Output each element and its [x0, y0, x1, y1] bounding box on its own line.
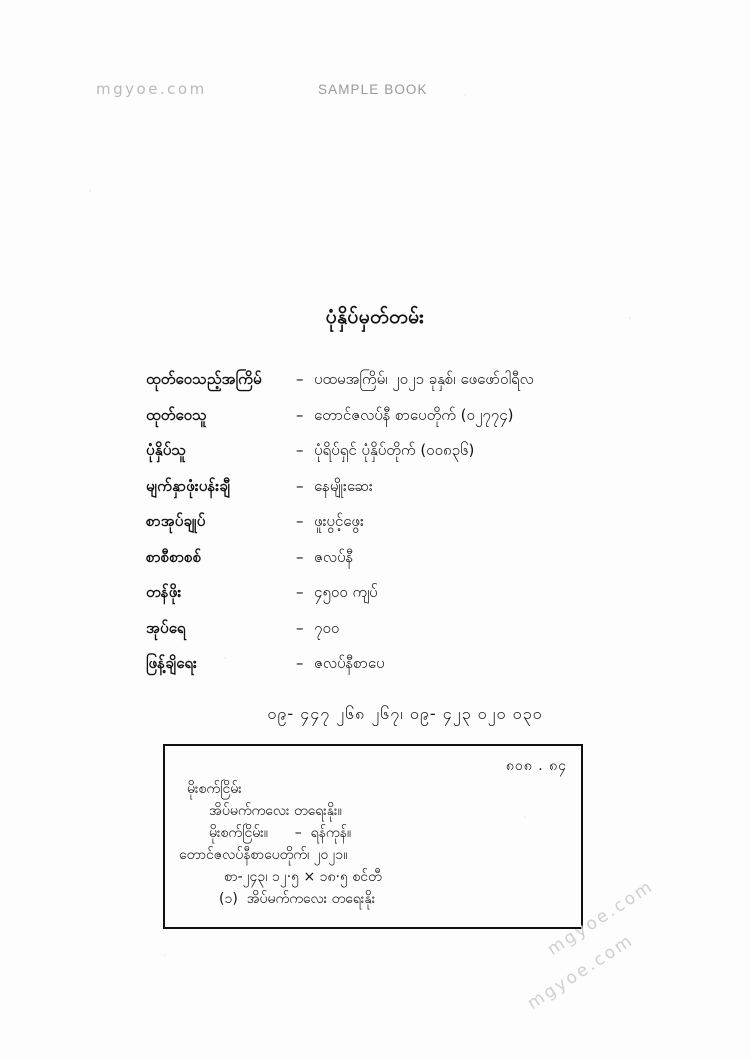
imprint-dash: – — [296, 441, 304, 459]
sample-book-label: SAMPLE BOOK — [318, 82, 428, 97]
cip-line: အိပ်မက်ကလေး တရေးနိုး။ — [209, 803, 342, 819]
imprint-label: ထုတ်ဝေသည့်အကြိမ် — [146, 370, 262, 388]
imprint-label: အုပ်ရေ — [146, 618, 186, 637]
imprint-row — [146, 406, 616, 428]
watermark-corner-line-2: mgyoe.com — [524, 930, 638, 1014]
imprint-value: ပုံရိပ်ရှင် ပုံနှိပ်တိုက် (၀၀၈၃၆) — [314, 441, 475, 459]
imprint-row — [146, 583, 616, 605]
cip-classification-code: ၈၀၈ . ၈၄ — [505, 758, 567, 774]
imprint-row — [146, 654, 616, 676]
cip-line: စာ-၂၄၃၊ ၁၂·၅ × ၁၈·၅ စင်တီ — [224, 869, 382, 885]
imprint-label: ထုတ်ဝေသူ — [146, 405, 207, 424]
imprint-dash: – — [296, 618, 304, 637]
watermark-corner-line-1: mgyoe.com — [544, 876, 658, 960]
imprint-label: ပုံနှိပ်သူ — [146, 441, 187, 459]
imprint-value: ဇလပ်နီ — [314, 547, 354, 566]
imprint-dash: – — [296, 583, 304, 601]
imprint-dash: – — [296, 654, 304, 672]
imprint-value: ပထမအကြိမ်၊ ၂၀၂၁ ခုနှစ်၊ ဖေဖော်ဝါရီလ — [314, 370, 534, 388]
imprint-value: ၇၀၀ — [314, 618, 340, 637]
cip-lines — [165, 778, 581, 910]
imprint-dash: – — [296, 370, 304, 388]
cip-line: တောင်ဇလပ်နီစာပေတိုက်၊ ၂၀၂၁။ — [179, 847, 348, 863]
imprint-label: မျက်နှာဖုံးပန်းချီ — [146, 476, 231, 495]
imprint-value: ဖူးပွင့်ဖွေး — [314, 512, 364, 530]
imprint-value: နေမျိုးဆေး — [314, 476, 373, 495]
imprint-row — [146, 619, 616, 641]
imprint-dash: – — [296, 405, 304, 424]
imprint-row — [146, 512, 616, 534]
imprint-label: စာစီစာစစ် — [146, 547, 202, 566]
imprint-row — [146, 370, 616, 392]
cip-box — [163, 744, 583, 929]
contact-phone: ၀၉- ၄၄၇ ၂၆၈ ၂၆၇၊ ၀၉- ၄၂၃ ၀၂၀ ၀၃၀ — [267, 704, 543, 723]
watermark-left: mgyoe.com — [96, 80, 207, 98]
imprint-label: ဖြန့်ချိရေး — [146, 654, 198, 672]
imprint-dash: – — [296, 476, 304, 495]
imprint-label: တန်ဖိုး — [146, 583, 182, 601]
imprint-list — [146, 370, 616, 690]
cip-line: မိုးစက်ငြိမ်း — [187, 781, 242, 797]
imprint-row — [146, 441, 616, 463]
imprint-row — [146, 477, 616, 499]
imprint-value: ၄၅၀၀ ကျပ် — [314, 583, 378, 601]
imprint-value: တောင်ဇလပ်နီ စာပေတိုက် (၀၂၇၇၄) — [314, 405, 514, 424]
cip-line: မိုးစက်ငြိမ်း။ – ရန်ကုန်။ — [209, 825, 352, 841]
cip-line: (၁) အိပ်မက်ကလေး တရေးနိုး — [219, 891, 376, 907]
imprint-dash: – — [296, 547, 304, 566]
imprint-value: ဇလပ်နီစာပေ — [314, 654, 385, 672]
imprint-dash: – — [296, 512, 304, 530]
imprint-label: စာအုပ်ချုပ် — [146, 512, 206, 530]
page-title: ပုံနှိပ်မှတ်တမ်း — [325, 306, 425, 328]
imprint-row — [146, 548, 616, 570]
